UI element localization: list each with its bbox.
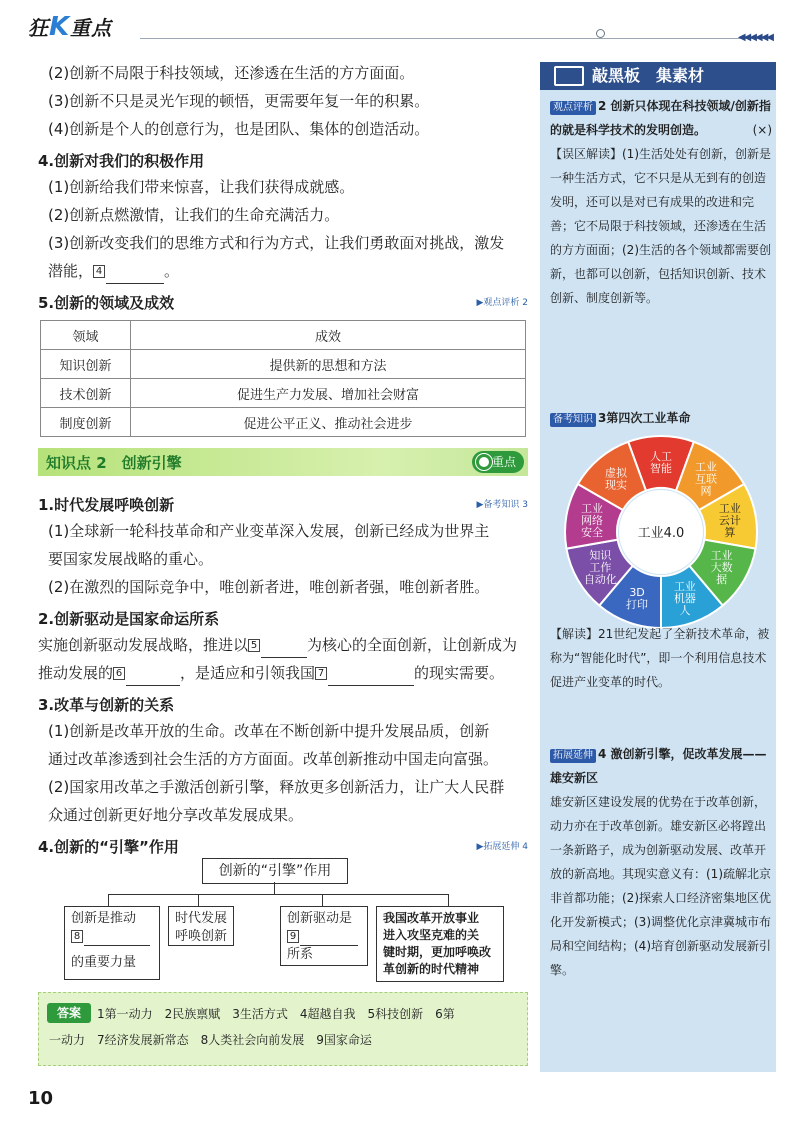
answer-blank[interactable] [106,264,164,284]
page-header [0,0,800,50]
note-knowledge-3: 备考知识 3第四次工业革命 [550,406,772,430]
cross-reference-tag[interactable]: ▶拓展延伸 4 [476,842,528,852]
text-line: (4)创新是个人的创意行为，也是团队、集体的创造活动。 [48,120,430,138]
text-line: (2)创新不局限于科技领域，还渗透在生活的方方面面。 [48,64,415,82]
text-line: (1)创新是改革开放的生命。改革在不断创新中提升发展品质，创新 [48,722,490,740]
connector-line [322,894,323,906]
diagram-box-national-destiny: 创新驱动是 9 所系 [280,906,368,966]
text-line: (2)在激烈的国际竞争中，唯创新者进，唯创新者强，唯创新者胜。 [48,578,490,596]
innovation-fields-table [40,320,526,437]
section-heading: 1.时代发展呼唤创新 ▶备考知识 3 [38,492,528,518]
section-heading: 5.创新的领域及成效 ▶观点评析 2 [38,290,528,316]
connector-line [198,894,199,906]
section-heading: 4.创新的“引擎”作用 ▶拓展延伸 4 [38,834,528,860]
section-heading: 4.创新对我们的积极作用 [38,152,205,170]
connector-line [108,894,448,895]
fill-blank-line: 潜能， 4 。 [48,258,528,284]
table-header: 领域 [41,321,131,350]
header-rule [140,38,772,39]
connector-line [274,882,275,894]
sidebar-title: 敲黑板 集素材 [540,62,776,90]
ring-segment-label: 3D 打印 [626,585,649,611]
text-line: (2)创新点燃激情，让我们的生命充满活力。 [48,206,340,224]
text-line: (2)国家用改革之手激活创新引擎，释放更多创新活力，让广大人民群 [48,778,505,796]
answer-label: 答案 [47,1003,91,1023]
table-row: 制度创新 促进公平正义、推动社会进步 [41,408,526,437]
cross-reference-tag[interactable]: ▶观点评析 2 [476,298,528,308]
main-column-top [38,60,528,437]
industry-4-ring-chart [556,434,766,630]
answer-blank[interactable] [84,930,150,946]
ring-center-label: 工业4.0 [637,526,685,541]
knowledge-point-bar [38,448,528,476]
fill-blank-line: 推动发展的 6 ，是适应和引领我国 7 的现实需要。 [38,660,528,686]
blank-number: 5 [248,639,260,652]
text-line: 通过改革渗透到社会生活的方方面面。改革创新推动中国走向富强。 [48,750,499,768]
ring-segment-label: 虚拟现实 [605,466,628,492]
note-tag: 备考知识 [550,413,596,427]
answer-blank[interactable] [261,638,307,658]
header-circle-icon [596,29,605,38]
diagram-box-driving-force: 创新是推动 8 的重要力量 [64,906,160,980]
header-arrows-icon: ◀◀◀◀◀◀ [737,32,772,43]
sidebar-panel [540,62,776,1072]
section-heading: 2.创新驱动是国家命运所系 [38,610,220,628]
text-line: 要国家发展战略的重心。 [48,550,214,568]
note-viewpoint-2: 观点评析 2 创新只体现在科技领域/创新指的就是科学技术的发明创造。 (×) 【误区解读】(1)生活处处有创新，创新是一种生活方式，它不只是从无到有的创造发明，还可以是对已有成果的改进和完善；它不局限于科技领域，还渗透在生活的方方面面；(2)生活的各个领域都需要创新，也都可以创新，包括知识创新、技术创新、制度创新等。 [550,99,772,305]
diagram-box-era-calls: 时代发展 呼唤创新 [168,906,234,946]
ring-segment-label: 工业网络安全 [581,501,604,539]
diagram-root-box: 创新的“引擎”作用 [202,858,348,884]
answer-blank[interactable] [328,666,414,686]
main-column-bottom [38,486,528,860]
table-row: 知识创新 提供新的思想和方法 [41,350,526,379]
connector-line [108,894,109,906]
text-line: (3)创新不只是灵光乍现的顿悟，更需要年复一年的积累。 [48,92,430,110]
text-line: (3)创新改变我们的思维方式和行为方式，让我们勇敢面对挑战，激发 [48,234,505,252]
blank-number: 7 [315,667,327,680]
note-tag: 拓展延伸 [550,749,596,763]
blackboard-icon [554,66,584,86]
answer-panel [38,992,528,1066]
note-knowledge-3-body: 【解读】21世纪发起了全新技术革命，被称为“智能化时代”，即一个利用信息技术促进产业变革的时代。 [550,627,770,689]
fill-blank-line: 实施创新驱动发展战略，推进以 5 为核心的全面创新，让创新成为 [38,632,528,658]
answer-blank[interactable] [300,930,358,946]
ring-segment-label: 工业互联网 [694,460,717,498]
answer-blank[interactable] [126,666,180,686]
ring-segment-label: 人工智能 [650,450,672,475]
diagram-box-reform-spirit: 我国改革开放事业 进入攻坚克难的关 键时期，更加呼唤改 革创新的时代精神 [376,906,504,982]
engine-role-diagram [38,856,528,986]
blank-number: 4 [93,265,105,278]
target-icon [476,454,492,470]
series-logo: 狂K重点 [28,12,113,42]
blank-number: 6 [113,667,125,680]
ring-segment-label: 工业机器人 [673,579,696,617]
page-footer [28,1088,53,1109]
ring-segment-label: 工业云计算 [718,501,741,539]
connector-line [448,894,449,906]
note-tag: 观点评析 [550,101,596,115]
text-line: (1)全球新一轮科技革命和产业变革深入发展，创新已经成为世界主 [48,522,490,540]
page-number: 10 [28,1088,54,1109]
key-point-badge: 重点 [472,451,524,473]
text-line: (1)创新给我们带来惊喜，让我们获得成就感。 [48,178,355,196]
section-heading: 3.改革与创新的关系 [38,696,175,714]
answer-row: 1第一动力 2民族禀赋 3生活方式 4超越自我 5科技创新 6第 [97,1007,455,1021]
answer-row: 一动力 7经济发展新常态 8人类社会向前发展 9国家命运 [49,1033,372,1047]
text-line: 众通过创新更好地分享改革发展成果。 [48,806,304,824]
cross-reference-tag[interactable]: ▶备考知识 3 [476,500,528,510]
ring-segment-label: 工业大数据 [710,549,733,586]
table-header: 成效 [131,321,526,350]
ring-segment-label: 知识工作自动化 [583,549,617,586]
knowledge-point-title: 知识点 2 创新引擎 [46,454,182,472]
note-extension-4: 拓展延伸 4 激创新引擎，促改革发展——雄安新区 雄安新区建设发展的优势在于改革创新，动力亦在于改革创新。雄安新区必将蹚出一条新路子，成为创新驱动发展、改革开放的新高地。其现实意义有：(1)疏解北京非首都功能；(2)探索人口经济密集地区优化开发新模式；(3)调整优化京津冀城市布局和空间结构；(4)培育创新驱动发展新引擎。 [550,747,771,977]
table-row: 技术创新 促进生产力发展、增加社会财富 [41,379,526,408]
